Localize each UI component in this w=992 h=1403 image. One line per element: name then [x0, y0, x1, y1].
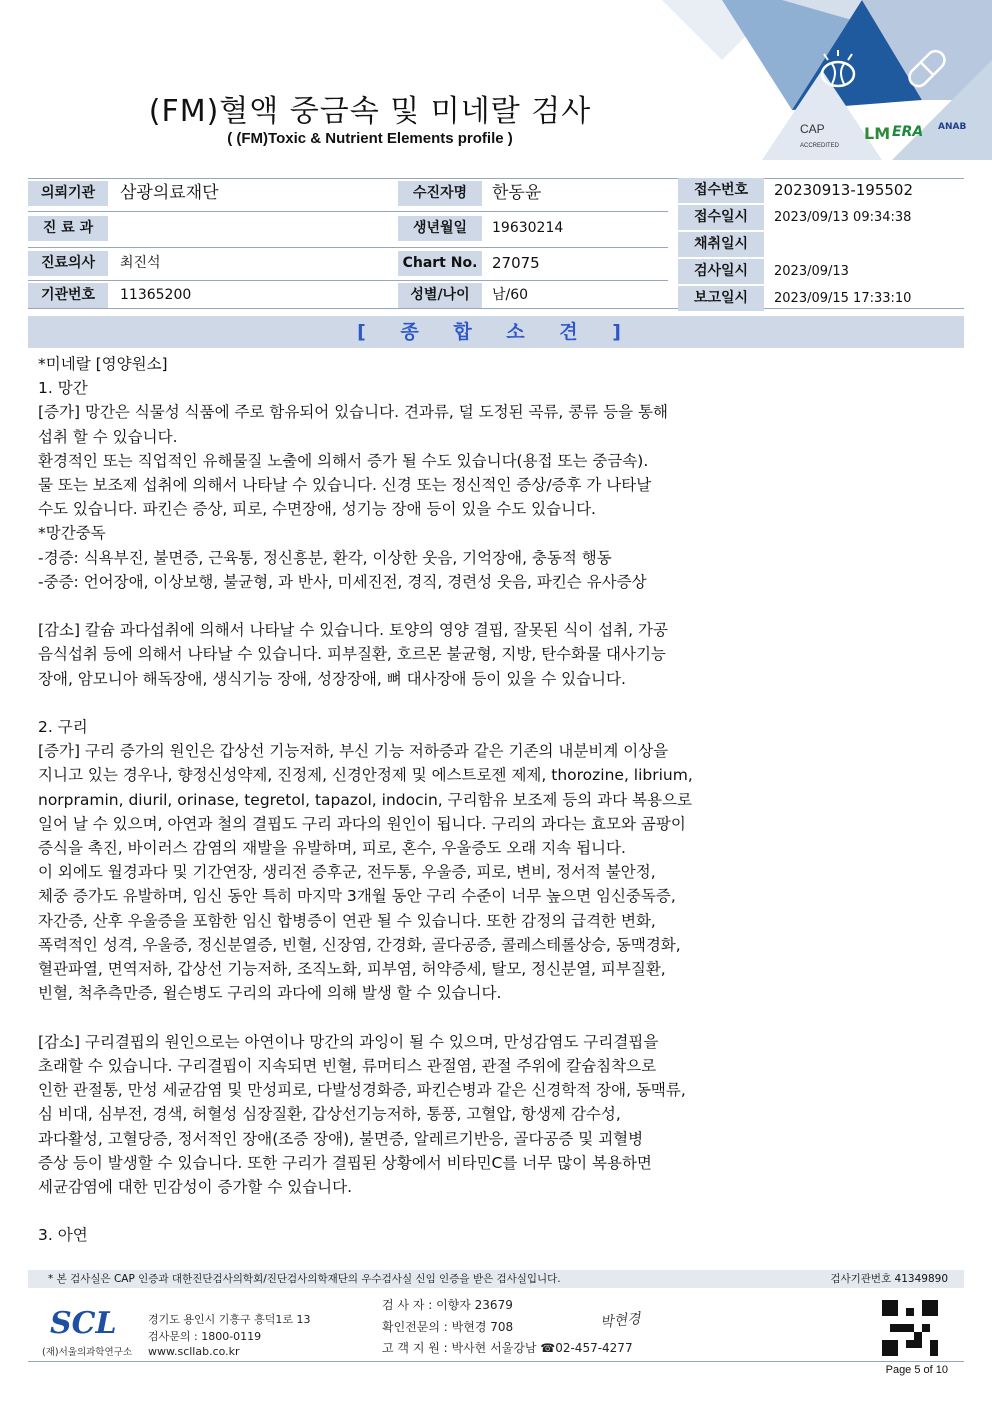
- body-line: [38, 1005, 938, 1029]
- body-line: 3. 아연: [38, 1226, 88, 1245]
- body-line: [38, 1199, 938, 1223]
- report-date-label: 보고일시: [678, 286, 764, 311]
- body-line: 초래할 수 있습니다. 구리결핍이 지속되면 빈혈, 류머티스 관절염, 관절 주위에 칼슘침착으로: [38, 1056, 657, 1075]
- lm-logo: LM: [864, 124, 891, 143]
- body-line: -경증: 식욕부진, 불면증, 근육통, 정신흥분, 환각, 이상한 웃음, 기억장애, 충동적 행동: [38, 548, 612, 567]
- cap-logo: CAP ACCREDITED: [800, 122, 840, 149]
- body-line: [38, 594, 938, 618]
- department-label: 진 료 과: [28, 216, 108, 241]
- page-title: (FM)혈액 중금속 및 미네랄 검사: [148, 94, 592, 129]
- chart-value: 27075: [492, 254, 540, 272]
- inst-code-label: 기관번호: [28, 283, 108, 308]
- body-line: 지니고 있는 경우나, 향정신성약제, 진정제, 신경안정제 및 에스트로젠 제제, thorozine, librium,: [38, 766, 693, 785]
- page-subtitle: ( (FM)Toxic & Nutrient Elements profile ): [227, 130, 513, 147]
- report-date-value: 2023/09/15 17:33:10: [774, 291, 912, 306]
- footer-divider: [28, 1361, 964, 1362]
- body-line: 섭취 할 수 있습니다.: [38, 427, 178, 446]
- body-line: 체중 증가도 유발하며, 임신 동안 특히 마지막 3개월 동안 구리 수준이 너무 높으면 임신중독증,: [38, 887, 676, 906]
- certification-notice: [28, 1270, 964, 1288]
- receipt-date-value: 2023/09/13 09:34:38: [774, 210, 912, 225]
- body-line: 수도 있습니다. 파킨슨 증상, 피로, 수면장애, 성기능 장애 등이 있을 수도 있습니다.: [38, 500, 596, 519]
- sex-age-value: 남/60: [492, 287, 529, 303]
- body-line: 증식을 촉진, 바이러스 감염의 재발을 유발하며, 피로, 혼수, 우울증도 오래 지속 됩니다.: [38, 839, 626, 858]
- body-line: 이 외에도 월경과다 및 기간연장, 생리전 증후군, 전두통, 우울증, 피로, 변비, 정서적 불안정,: [38, 863, 656, 882]
- lab-website: www.scllab.co.kr: [148, 1345, 240, 1358]
- institution-value: 삼광의료재단: [120, 183, 219, 203]
- tester: 검 사 자 : 이향자 23679: [382, 1298, 513, 1312]
- body-line: 과다활성, 고혈당증, 정서적인 장애(조증 장애), 불면증, 알레르기반응, 골다공증 및 괴혈병: [38, 1129, 644, 1148]
- summary-body: [38, 352, 938, 1248]
- body-line: norpramin, diuril, orinase, tegretol, tapazol, indocin, 구리함유 보조제 등의 과다 복용으로: [38, 790, 692, 809]
- collect-date-label: 채취일시: [678, 232, 764, 257]
- body-line: 인한 관절통, 만성 세균감염 및 만성피로, 다발성경화증, 파킨슨병과 같은 신경학적 장애, 동맥류,: [38, 1081, 686, 1100]
- body-line: 폭력적인 성격, 우울증, 정신분열증, 빈혈, 신장염, 간경화, 골다공증, 콜레스테롤상승, 동맥경화,: [38, 935, 681, 954]
- anab-logo: ANAB: [938, 122, 967, 132]
- body-line: 빈혈, 척추측만증, 윌슨병도 구리의 과다에 의해 발생 할 수 있습니다.: [38, 984, 502, 1003]
- certification-logos: [800, 120, 970, 150]
- test-date-label: 검사일시: [678, 259, 764, 284]
- body-line: 2. 구리: [38, 718, 88, 737]
- page-number: Page 5 of 10: [885, 1364, 948, 1376]
- receipt-no-value: 20230913-195502: [774, 181, 914, 199]
- inst-code-value: 11365200: [120, 287, 192, 303]
- body-line: 세균감염에 대한 민감성이 증가할 수 있습니다.: [38, 1177, 353, 1196]
- specialist: 확인전문의 : 박현경 708: [382, 1320, 514, 1334]
- body-line: 심 비대, 심부전, 경색, 허혈성 심장질환, 갑상선기능저하, 통풍, 고혈압, 항생제 감수성,: [38, 1105, 621, 1124]
- body-line: 증상 등이 발생할 수 있습니다. 또한 구리가 결핍된 상황에서 비타민C를 너무 많이 복용하면: [38, 1153, 652, 1172]
- patient-value: 한동윤: [492, 183, 542, 203]
- body-line: 음식섭취 등에 의해서 나타날 수 있습니다. 피부질환, 호르몬 불균형, 지방, 탄수화물 대사기능: [38, 645, 666, 664]
- institution-label: 의뢰기관: [28, 181, 108, 206]
- body-line: 혈관파열, 면역저하, 갑상선 기능저하, 조직노화, 피부염, 허약증세, 탈모, 정신분열, 피부질환,: [38, 960, 666, 979]
- body-line: 자간증, 산후 우울증을 포함한 임신 합병증이 연관 될 수 있습니다. 또한 감정의 급격한 변화,: [38, 911, 656, 930]
- body-line: *미네랄 [영양원소]: [38, 355, 168, 373]
- receipt-date-label: 접수일시: [678, 205, 764, 230]
- patient-label: 수진자명: [398, 181, 482, 206]
- body-line: [증가] 망간은 식물성 식품에 주로 함유되어 있습니다. 견과류, 덜 도정된 곡류, 콩류 등을 통해: [38, 403, 668, 422]
- body-line: [증가] 구리 증가의 원인은 갑상선 기능저하, 부신 기능 저하증과 같은 기존의 내분비계 이상을: [38, 742, 669, 761]
- birth-value: 19630214: [492, 220, 564, 236]
- body-line: 일어 날 수 있으며, 아연과 철의 결핍도 구리 과다의 원인이 됩니다. 구리의 과다는 효모와 곰팡이: [38, 814, 686, 833]
- notice-text: * 본 검사실은 CAP 인증과 대한진단검사의학회/진단검사의학재단의 우수검사실 신임 인증을 받은 검사실입니다.: [48, 1273, 561, 1285]
- body-line: *망간중독: [38, 524, 106, 543]
- doctor-value: 최진석: [120, 255, 161, 271]
- birth-label: 생년월일: [398, 216, 482, 241]
- scl-name: (재)서울의과학연구소: [42, 1347, 133, 1358]
- patient-info-table: [28, 178, 964, 308]
- body-line: 환경적인 또는 직업적인 유해물질 노출에 의해서 증가 될 수도 있습니다(용접 또는 중금속).: [38, 451, 649, 470]
- body-line: 장애, 암모니아 해독장애, 생식기능 장애, 성장장애, 뼈 대사장애 등이 있을 수 있습니다.: [38, 669, 626, 688]
- agency-number: 검사기관번호 41349890: [830, 1273, 948, 1285]
- signature: 박현경: [599, 1310, 642, 1332]
- collect-date-value: [768, 232, 964, 257]
- body-line: 1. 망간: [38, 379, 88, 398]
- chart-label: Chart No.: [398, 251, 482, 276]
- body-line: -중증: 언어장애, 이상보행, 불균형, 과 반사, 미세진전, 경직, 경련성 웃음, 파킨슨 유사증상: [38, 572, 647, 591]
- department-value: [114, 216, 394, 241]
- scl-logo: SCL: [50, 1306, 117, 1341]
- body-line: [감소] 구리결핍의 원인으로는 아연이나 망간의 과잉이 될 수 있으며, 만성감염도 구리결핍을: [38, 1032, 659, 1051]
- body-line: 물 또는 보조제 섭취에 의해서 나타날 수 있습니다. 신경 또는 정신적인 증상/증후 가 나타날: [38, 476, 652, 495]
- body-line: [감소] 칼슘 과다섭취에 의해서 나타날 수 있습니다. 토양의 영양 결핍, 잘못된 식이 섭취, 가공: [38, 621, 668, 640]
- sex-age-label: 성별/나이: [398, 283, 482, 308]
- era-logo: ERA: [892, 124, 924, 140]
- doctor-label: 진료의사: [28, 251, 108, 276]
- customer-support: 고 객 지 원 : 박사현 서울강남 ☎02-457-4277: [382, 1341, 633, 1355]
- receipt-no-label: 접수번호: [678, 178, 764, 203]
- lab-inquiry: 검사문의 : 1800-0119: [148, 1330, 262, 1343]
- test-date-value: 2023/09/13: [774, 264, 849, 279]
- body-line: [38, 691, 938, 715]
- qr-code-icon: [882, 1300, 938, 1356]
- lab-address: 경기도 용인시 기흥구 흥덕1로 13: [148, 1313, 311, 1326]
- summary-header: [ 종 합 소 견 ]: [28, 316, 964, 348]
